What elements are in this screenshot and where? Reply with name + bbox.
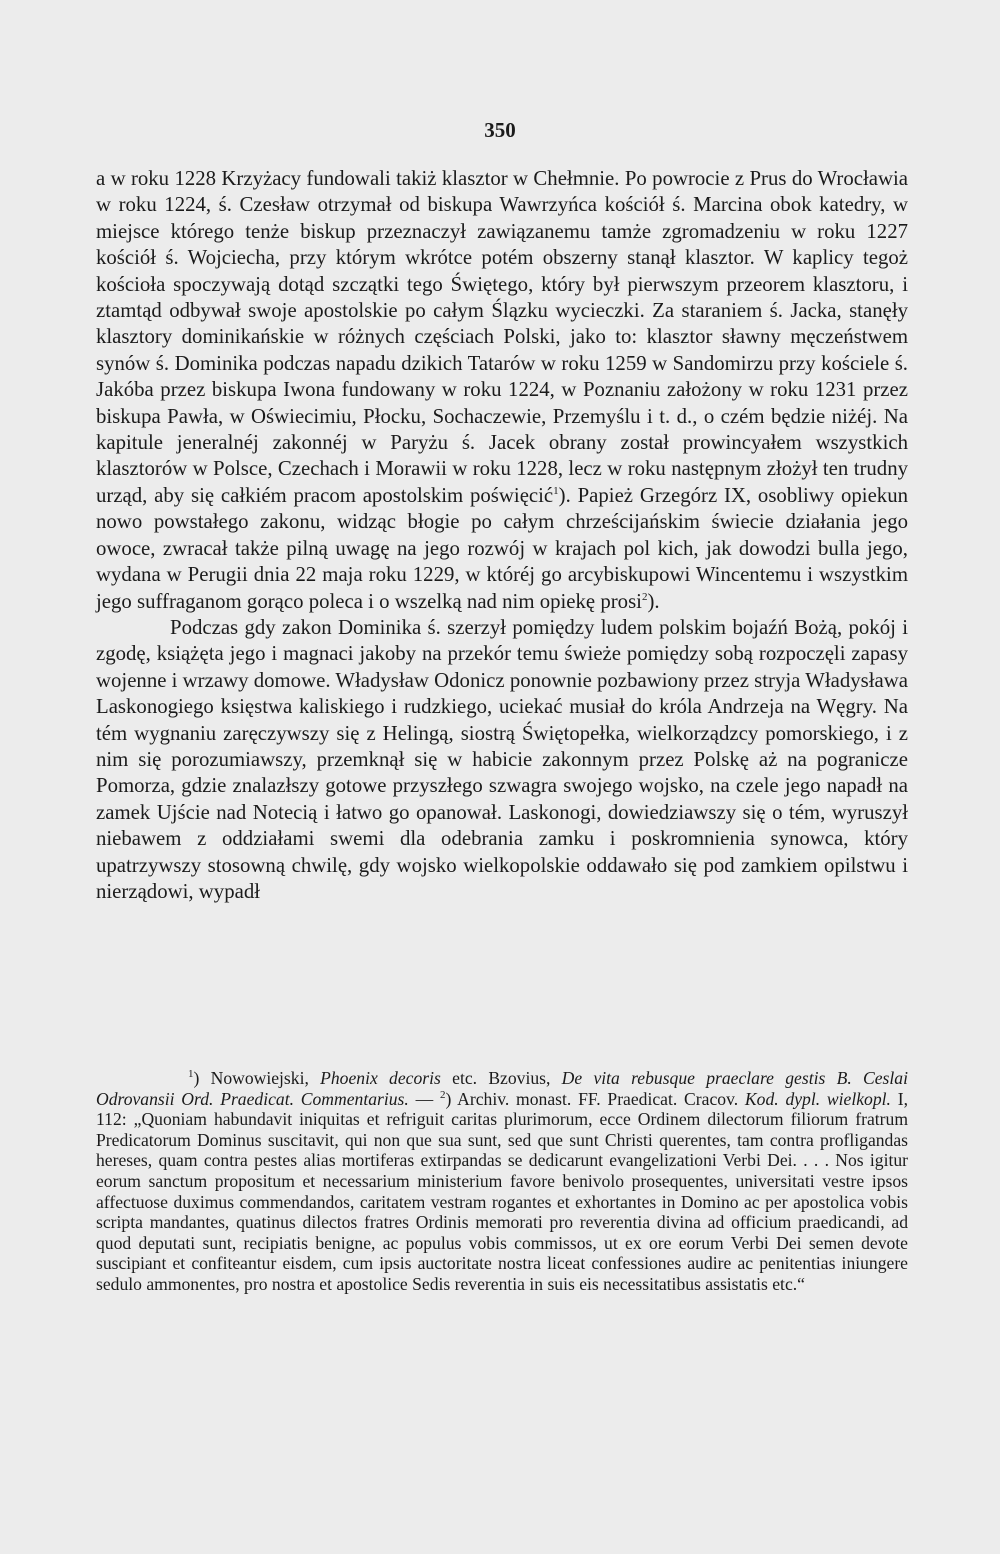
footnote-mark-2: 2 — [439, 1088, 446, 1101]
paragraph-1-text-a: a w roku 1228 Krzyżacy fundowali takiż klasztor w Chełmnie. Po powrocie z Prus do Wrocławia w roku 1224, ś. Czesław otrzymał od biskupa Wawrzyńca kościół ś. Marcina obok katedry, w miejsce którego tenże biskup przeznaczył zawiązanemu tamże zgromadzeniu w roku 1227 kościół ś. Wojciecha, przy którym wkrótce potém obszerny stanął klasztor. W kaplicy tegoż kościoła spoczywają dotąd szczątki tego Świętego, który był pierwszym przeorem klasztoru, i ztamtąd odbywał swoje apostolskie po całym Ślązku wycieczki. Za staraniem ś. Jacka, stanęły klasztory dominikańskie w różnych częściach Polski, jako to: klasztor sławny męczeństwem synów ś. Dominika podczas napadu dzikich Tatarów w roku 1259 w Sandomirzu przy kościele ś. Jakóba przez biskupa Iwona fundowany w roku 1224, w Poznaniu założony w roku 1231 przez biskupa Pawła, w Oświecimiu, Płocku, Sochaczewie, Przemyślu i t. d., o czém będzie niżéj. Na kapitule jeneralnéj zakonnéj w Paryżu ś. Jacek obrany został prowincyałem wszystkich klasztorów w Polsce, Czechach i Morawii w roku 1228, lecz w roku następnym złożył ten trudny urząd, aby się całkiém pracom apostolskim poświęcić — [96, 167, 908, 507]
footnote-2-quote: I, 112: „Quoniam habundavit iniquitas et refriguit caritas plurimorum, ecce Ordinem dilectorum filiorum fratrum Predicatorum Dominus suscitavit, qui non que sua sunt, sed que sunt Christi querentes, tam contra profligandas hereses, quam contra pestes alias mortiferas extirpandas se dedicarunt evangelizationi Verbi Dei. . . . Nos igitur eorum sanctum propositum et necessarium ministerium favore benivolo prosequentes, universitati vestre ipsos affectuose duximus commendandos, caritatem vestram rogantes et exhortantes in Domino ac per apostolica vobis scripta mandantes, quatinus dilectos fratres Ordinis memorati pro reverentia divina ad officium praedicandi, ad quod deputati sunt, recipiatis benigne, ac populus vobis commissos, ut ex ore eorum Verbi Dei semen devote suscipiant et confiteantur eisdem, cum ipsis auctoritate nostra liceat confessiones audire ac penitentias iniungere sedulo ammonentes, pro nostra et apostolice Sedis reverentia in suis eis necessitatibus assistatis etc.“ — [96, 1088, 908, 1294]
page-number: 350 — [484, 118, 516, 142]
footnotes — [96, 1068, 908, 1295]
paragraph-1-text-b: ). Papież Grzegórz IX, osobliwy opiekun nowo powstałego zakonu, widząc błogie po całym chrześcijańskim świecie działania jego owoce, zwracał także pilną uwagę na jego rozwój w krajach pol kich, jak dowodzi bulla jego, wydana w Perugii dnia 22 maja roku 1229, w któréj go arcybiskupowi Wincentemu i wszystkim jego suffraganom gorąco poleca i o wszelką nad nim opiekę prosi — [96, 483, 908, 613]
paragraph-1-text-c: ). — [647, 589, 660, 613]
footnote-ref-1: 1 — [553, 484, 559, 497]
footnote-1-title: Phoenix decoris — [320, 1068, 441, 1088]
paragraph-2: Podczas gdy zakon Dominika ś. szerzył pomiędzy ludem polskim bojaźń Bożą, pokój i zgodę, książęta jego i magnaci jakoby na przekór temu świeże pomiędzy sobą rozpoczęli zapasy wojenne i wrzawy domowe. Władysław Odonicz ponownie pozbawiony przez stryja Władysława Laskonogiego księstwa kaliskiego i rudzkiego, uciekać musiał do króla Andrzeja na Węgry. Na tém wygnaniu zaręczywszy się z Helingą, siostrą Świętopełka, wielkorządzcy pomorskiego, i z nim się porozumiawszy, przemknął się w habicie zakonnym przez Polskę aż na pogranicze Pomorza, gdzie znalazłszy gotowe przyszłego szwagra swojego wojsko, na czele jego napadł na zamek Ujście nad Notecią i łatwo go opanował. Laskonogi, dowiedziawszy się o tém, wyruszył niebawem z oddziałami swemi dla odebrania zamku i poskromnienia synowca, który upatrzywszy stosowną chwilę, gdy wojsko wielkopolskie oddawało się pod zamkiem opilstwu i nierządowi, wypadł — [96, 615, 908, 903]
footnote-mark-1: 1 — [188, 1068, 194, 1081]
footnote-2-text: ) Archiv. monast. FF. Praedicat. Cracov. — [445, 1088, 745, 1109]
footnote-text — [96, 1068, 908, 1295]
main-text — [96, 166, 908, 905]
footnote-1-text-2: etc. Bzovius, — [440, 1068, 562, 1088]
footnote-1-text: ) Nowowiejski, — [193, 1068, 321, 1088]
footnote-ref-2: 2 — [641, 590, 648, 603]
footnote-separator: — — [408, 1088, 440, 1109]
footnote-1-title-2: De vita rebusque praeclare gestis B. Ceslai Odrovansii Ord. Praedicat. Commentarius. — [96, 1068, 908, 1109]
paragraph-1 — [96, 166, 908, 615]
footnote-2-title: Kod. dypl. wielkopl. — [744, 1088, 891, 1109]
